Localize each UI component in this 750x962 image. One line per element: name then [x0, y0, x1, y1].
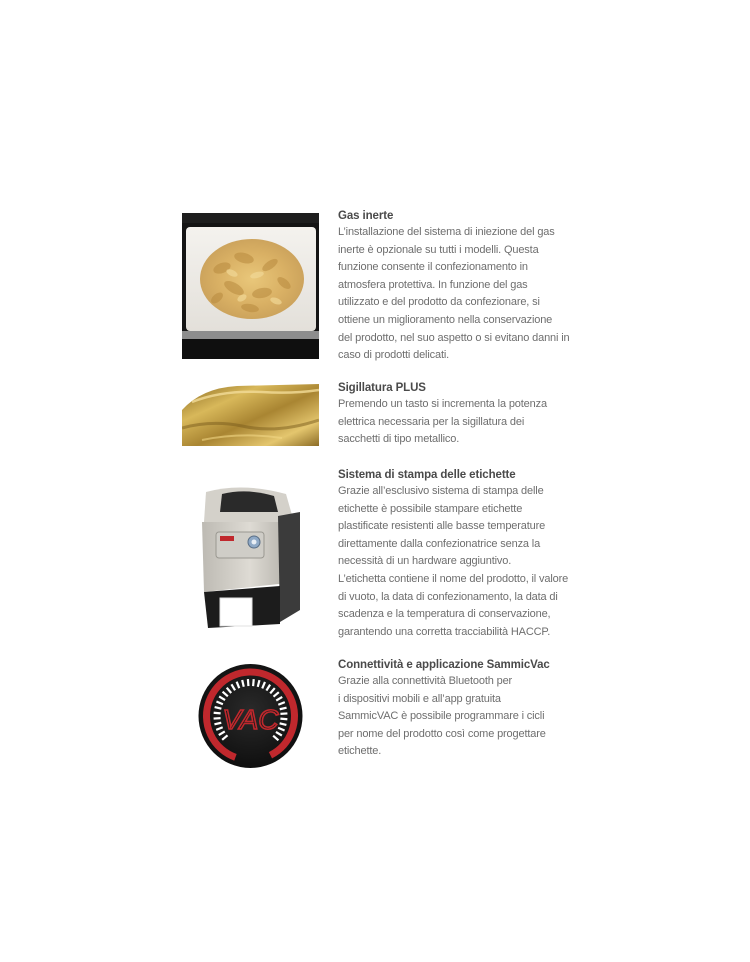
feature-line: utilizzato e del prodotto da confezionare, si: [338, 296, 540, 309]
feature-line: etichette è possibile stampare etichette: [338, 502, 523, 515]
feature-line: i dispositivi mobili e all’app gratuita: [338, 692, 501, 705]
feature-text: [338, 657, 578, 761]
feature-title: Sigillatura PLUS: [338, 382, 426, 394]
feature-line: Premendo un tasto si incrementa la potenza: [338, 398, 547, 410]
feature-title: Sistema di stampa delle etichette: [338, 469, 516, 481]
feature-line: sacchetti di tipo metallico.: [338, 433, 460, 446]
gauge-tick: [214, 713, 221, 714]
feature-line: Grazie all’esclusivo sistema di stampa delle: [338, 485, 544, 497]
feature-title: Gas inerte: [338, 210, 394, 222]
feature-line: per nome del prodotto così come progettare: [338, 727, 546, 740]
vacuum-bag-image: [182, 213, 319, 359]
gauge-tick: [280, 719, 287, 720]
feature-line: L’installazione del sistema di iniezione del gas: [338, 226, 555, 238]
feature-line: scadenza e la temperatura di conservazione,: [338, 608, 551, 621]
feature-line: atmosfera protettiva. In funzione del gas: [338, 278, 528, 291]
feature-line: L’etichetta contiene il nome del prodotto, il valore: [338, 572, 569, 585]
feature-line: elettrica necessaria per la sigillatura dei: [338, 415, 525, 428]
feature-line: SammicVAC è possibile programmare i cicli: [338, 710, 545, 723]
vac-logo-text: VAC: [222, 704, 279, 735]
feature-line: inerte è opzionale su tutti i modelli. Questa: [338, 243, 539, 256]
feature-line: direttamente dalla confezionatrice senza la: [338, 537, 541, 550]
feature-line: etichette.: [338, 745, 382, 758]
gauge-tick: [280, 708, 287, 710]
feature-text: [338, 380, 578, 449]
label-printer-image: [182, 482, 302, 630]
feature-title: Connettività e applicazione SammicVac: [338, 659, 550, 671]
feature-line: di vuoto, la data di confezionamento, la data di: [338, 590, 558, 603]
feature-line: necessità di un hardware aggiuntivo.: [338, 555, 512, 568]
feature-line: Grazie alla connettività Bluetooth per: [338, 675, 513, 687]
feature-line: plastificate resistenti alle basse temperature: [338, 520, 546, 533]
feature-line: caso di prodotti delicati.: [338, 349, 450, 362]
gauge-tick: [253, 679, 254, 686]
feature-text: [338, 467, 578, 641]
gauge-tick: [242, 680, 244, 687]
feature-line: ottiene un miglioramento nella conservazione: [338, 313, 553, 326]
feature-line: funzione consente il confezionamento in: [338, 261, 528, 274]
feature-line: del prodotto, nel suo aspetto o si evitano danni in: [338, 331, 570, 344]
gauge-tick: [214, 723, 221, 725]
metallic-bag-image: [182, 380, 319, 446]
vac-app-logo: [198, 663, 303, 769]
feature-text: [338, 208, 578, 365]
feature-line: garantendo una corretta tracciabilità HACCP.: [338, 625, 551, 638]
